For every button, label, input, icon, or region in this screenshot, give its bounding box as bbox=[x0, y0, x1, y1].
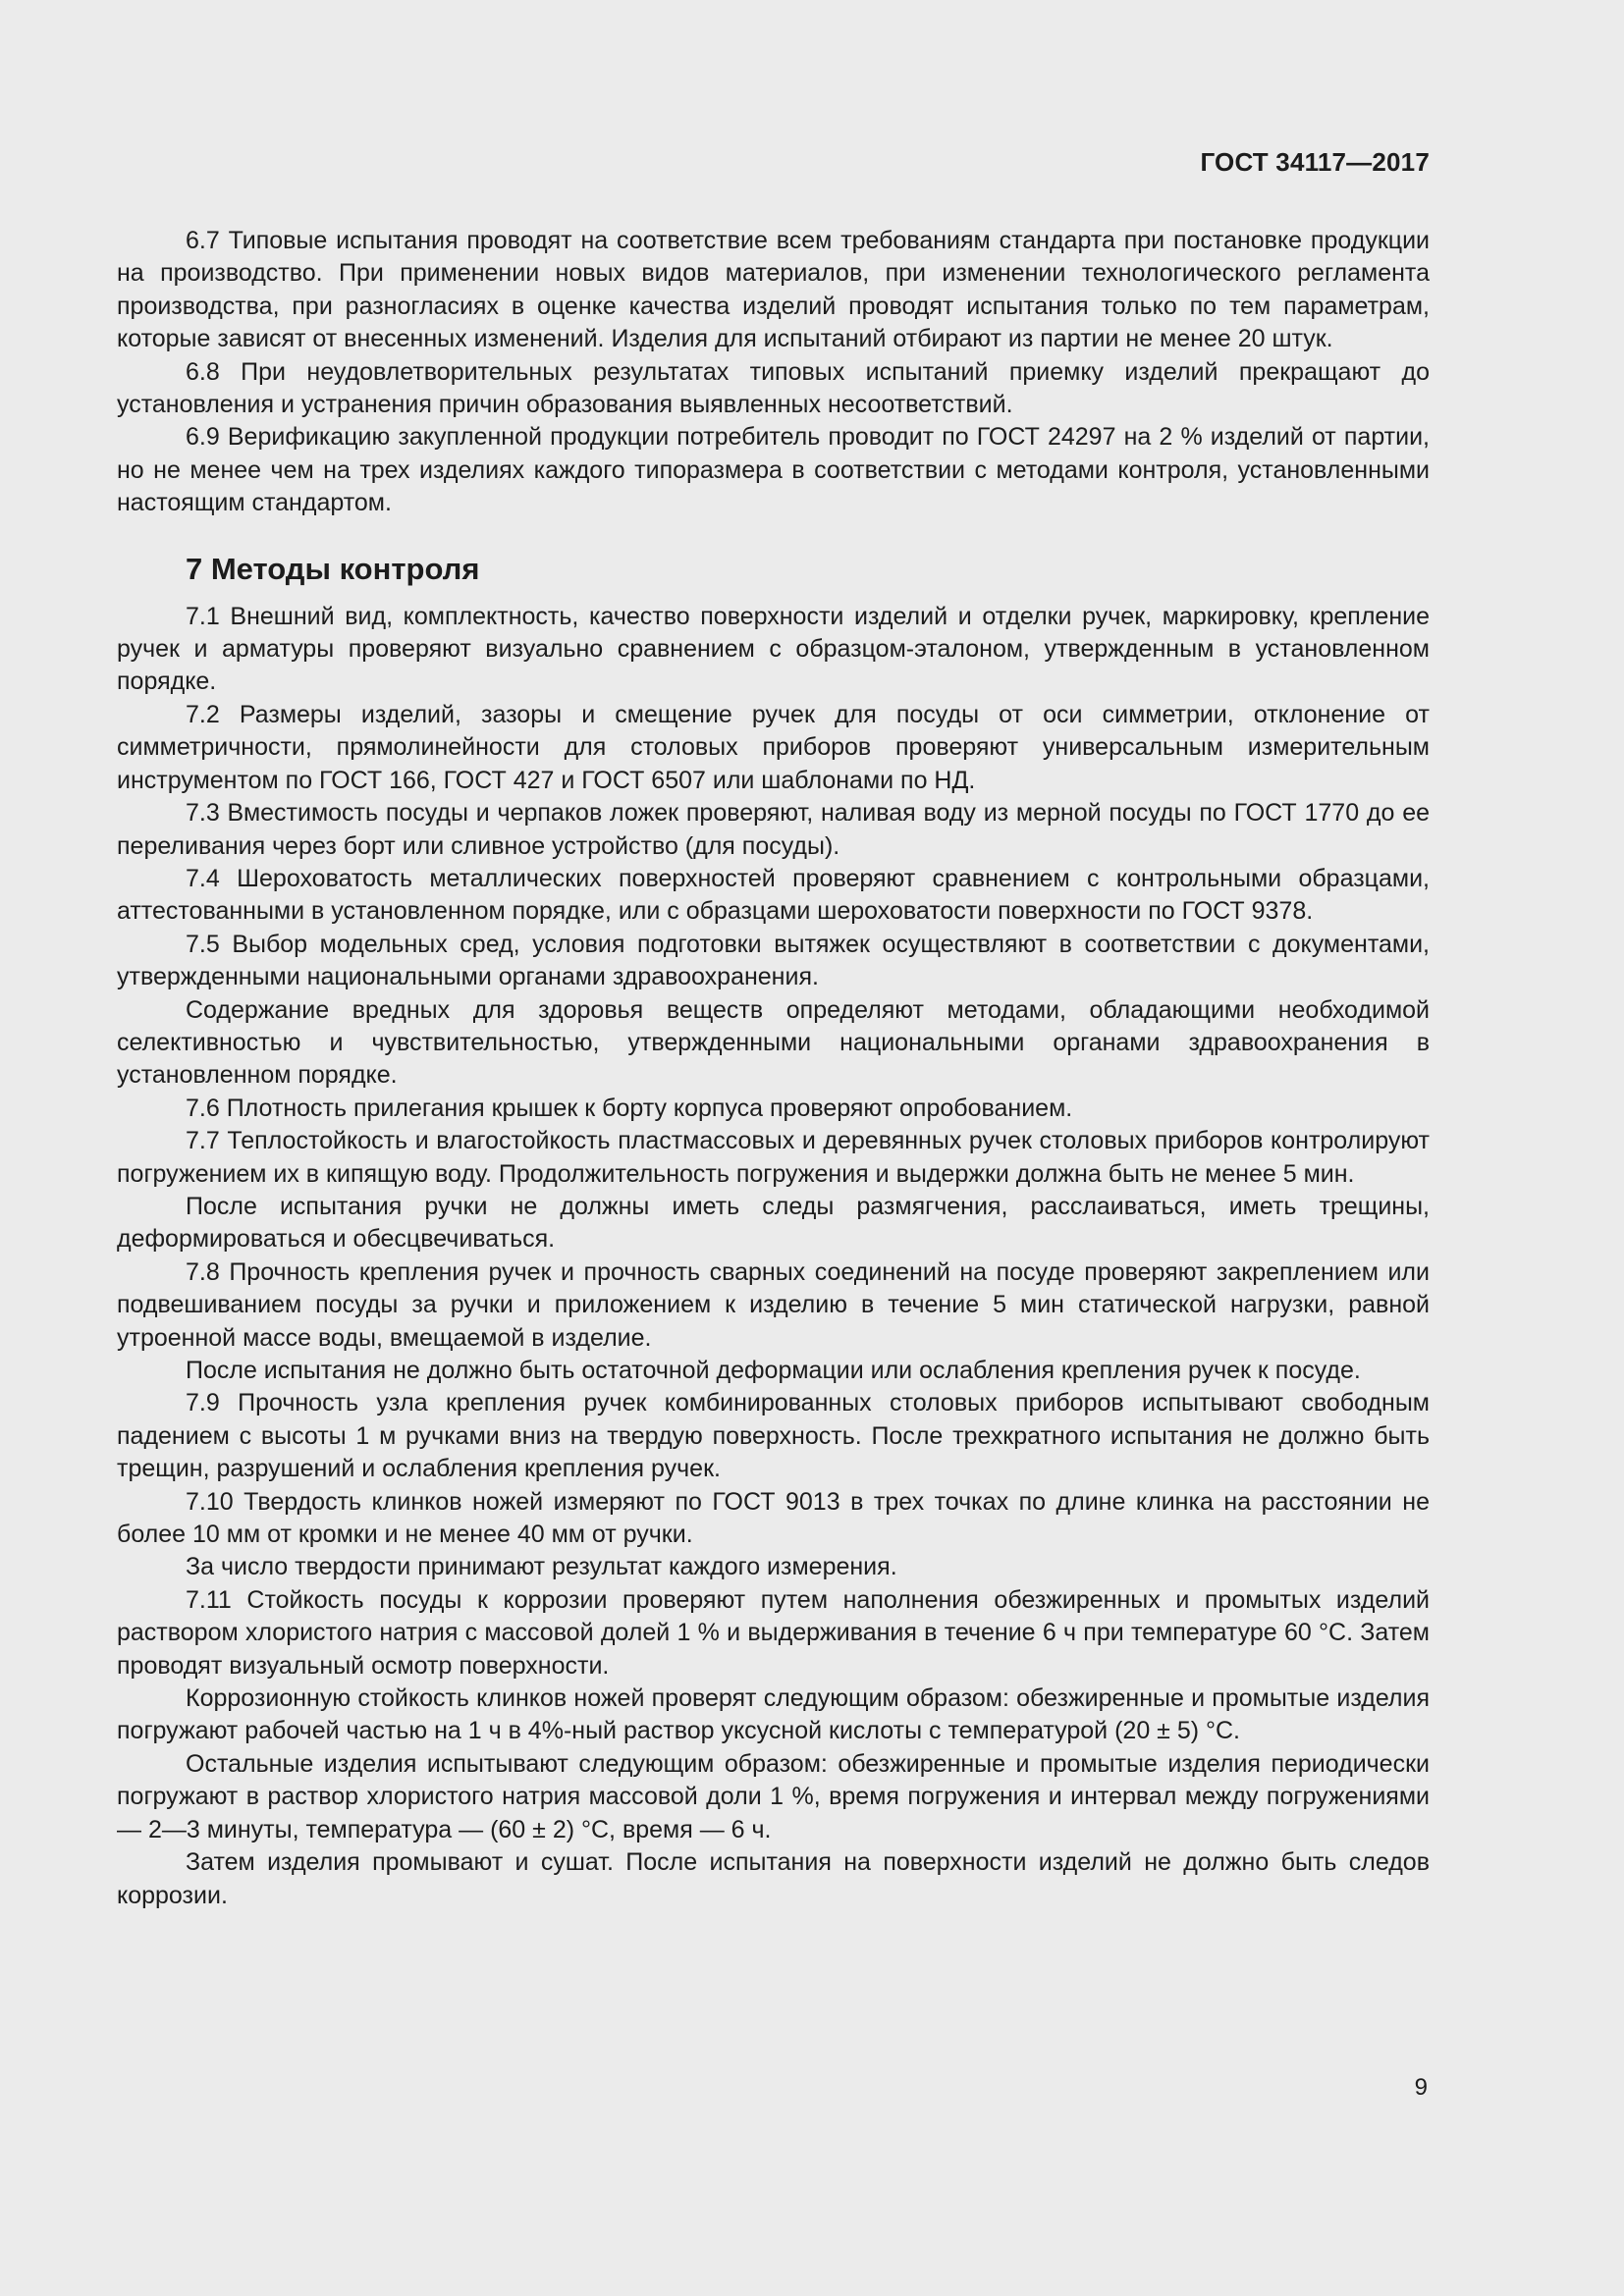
paragraph-7-7: 7.7 Теплостойкость и влагостойкость пластмассовых и деревянных ручек столовых приборов контролируют погружением их в кипящую воду. Продолжительность погружения и выдержки должна быть не менее 5 мин. bbox=[117, 1127, 1430, 1188]
paragraph-7-11-other-items: Остальные изделия испытывают следующим образом: обезжиренные и промытые изделия периодически погружают в раствор хлористого натрия массовой доли 1 %, время погружения и интервал между погружениями — 2—3 минуты, температура — (60 ± 2) °С, время — 6 ч. bbox=[117, 1749, 1430, 1843]
paragraph-7-9: 7.9 Прочность узла крепления ручек комбинированных столовых приборов испытывают свободным падением с высоты 1 м ручками вниз на твердую поверхность. После трехкратного испытания не должно быть трещин, разрушений и ослабления крепления ручек. bbox=[117, 1389, 1430, 1483]
paragraph-7-2: 7.2 Размеры изделий, зазоры и смещение ручек для посуды от оси симметрии, отклонение от симметричности, прямолинейности для столовых приборов проверяют универсальным измерительным инструментом по ГОСТ 166, ГОСТ 427 и ГОСТ 6507 или шаблонами по НД. bbox=[117, 700, 1430, 794]
paragraph-7-11: 7.11 Стойкость посуды к коррозии проверяют путем наполнения обезжиренных и промытых изделий раствором хлористого натрия с массовой долей 1 % и выдерживания в течение 6 ч при температуре 60 °С. Затем проводят визуальный осмотр поверхности. bbox=[117, 1585, 1430, 1680]
paragraph-6-7: 6.7 Типовые испытания проводят на соответствие всем требованиям стандарта при постановке продукции на производство. При применении новых видов материалов, при изменении технологического регламента производства, при разногласиях в оценке качества изделий проводят испытания только по тем параметрам, которые зависят от внесенных изменений. Изделия для испытаний отбирают из партии не менее 20 штук. bbox=[117, 227, 1430, 353]
paragraph-7-3: 7.3 Вместимость посуды и черпаков ложек проверяют, наливая воду из мерной посуды по ГОСТ 1770 до ее переливания через борт или сливное устройство (для посуды). bbox=[117, 799, 1430, 860]
standard-header: ГОСТ 34117—2017 bbox=[1200, 147, 1430, 177]
page-body bbox=[117, 225, 1430, 1912]
section-heading: 7 Методы контроля bbox=[186, 551, 480, 586]
paragraph-7-5: 7.5 Выбор модельных сред, условия подготовки вытяжек осуществляют в соответствии с документами, утвержденными национальными органами здравоохранения. bbox=[117, 930, 1430, 991]
paragraph-7-1: 7.1 Внешний вид, комплектность, качество поверхности изделий и отделки ручек, маркировку, крепление ручек и арматуры проверяют визуально сравнением с образцом-эталоном, утвержденным в установленном порядке. bbox=[117, 602, 1430, 696]
paragraph-7-5-continuation: Содержание вредных для здоровья веществ определяют методами, обладающими необходимой селективностью и чувствительностью, утвержденными национальными органами здравоохранения в установленном порядке. bbox=[117, 995, 1430, 1090]
paragraph-7-8-continuation: После испытания не должно быть остаточной деформации или ослабления крепления ручек к посуде. bbox=[186, 1357, 1361, 1384]
paragraph-7-7-continuation: После испытания ручки не должны иметь следы размягчения, расслаиваться, иметь трещины, деформироваться и обесцвечиваться. bbox=[117, 1192, 1430, 1254]
paragraph-7-10-continuation: За число твердости принимают результат каждого измерения. bbox=[186, 1553, 897, 1581]
paragraph-7-11-knives: Коррозионную стойкость клинков ножей проверят следующим образом: обезжиренные и промытые изделия погружают рабочей частью на 1 ч в 4%-ный раствор уксусной кислоты с температурой (20 ± 5) °С. bbox=[117, 1684, 1430, 1745]
paragraph-7-8: 7.8 Прочность крепления ручек и прочность сварных соединений на посуде проверяют закреплением или подвешиванием посуды за ручки и приложением к изделию в течение 5 мин статической нагрузки, равной утроенной массе воды, вмещаемой в изделие. bbox=[117, 1257, 1430, 1352]
paragraph-7-6: 7.6 Плотность прилегания крышек к борту корпуса проверяют опробованием. bbox=[186, 1094, 1073, 1122]
paragraph-7-4: 7.4 Шероховатость металлических поверхностей проверяют сравнением с контрольными образцами, аттестованными в установленном порядке, или с образцами шероховатости поверхности по ГОСТ 9378. bbox=[117, 864, 1430, 926]
paragraph-7-10: 7.10 Твердость клинков ножей измеряют по ГОСТ 9013 в трех точках по длине клинка на расстоянии не более 10 мм от кромки и не менее 40 мм от ручки. bbox=[117, 1487, 1430, 1549]
paragraph-6-9: 6.9 Верификацию закупленной продукции потребитель проводит по ГОСТ 24297 на 2 % изделий от партии, но не менее чем на трех изделиях каждого типоразмера в соответствии с методами контроля, установленными настоящим стандартом. bbox=[117, 423, 1430, 517]
paragraph-7-11-final: Затем изделия промывают и сушат. После испытания на поверхности изделий не должно быть следов коррозии. bbox=[117, 1848, 1430, 1909]
paragraph-6-8: 6.8 При неудовлетворительных результатах типовых испытаний приемку изделий прекращают до установления и устранения причин образования выявленных несоответствий. bbox=[117, 357, 1430, 419]
page-number: 9 bbox=[1414, 2074, 1428, 2101]
